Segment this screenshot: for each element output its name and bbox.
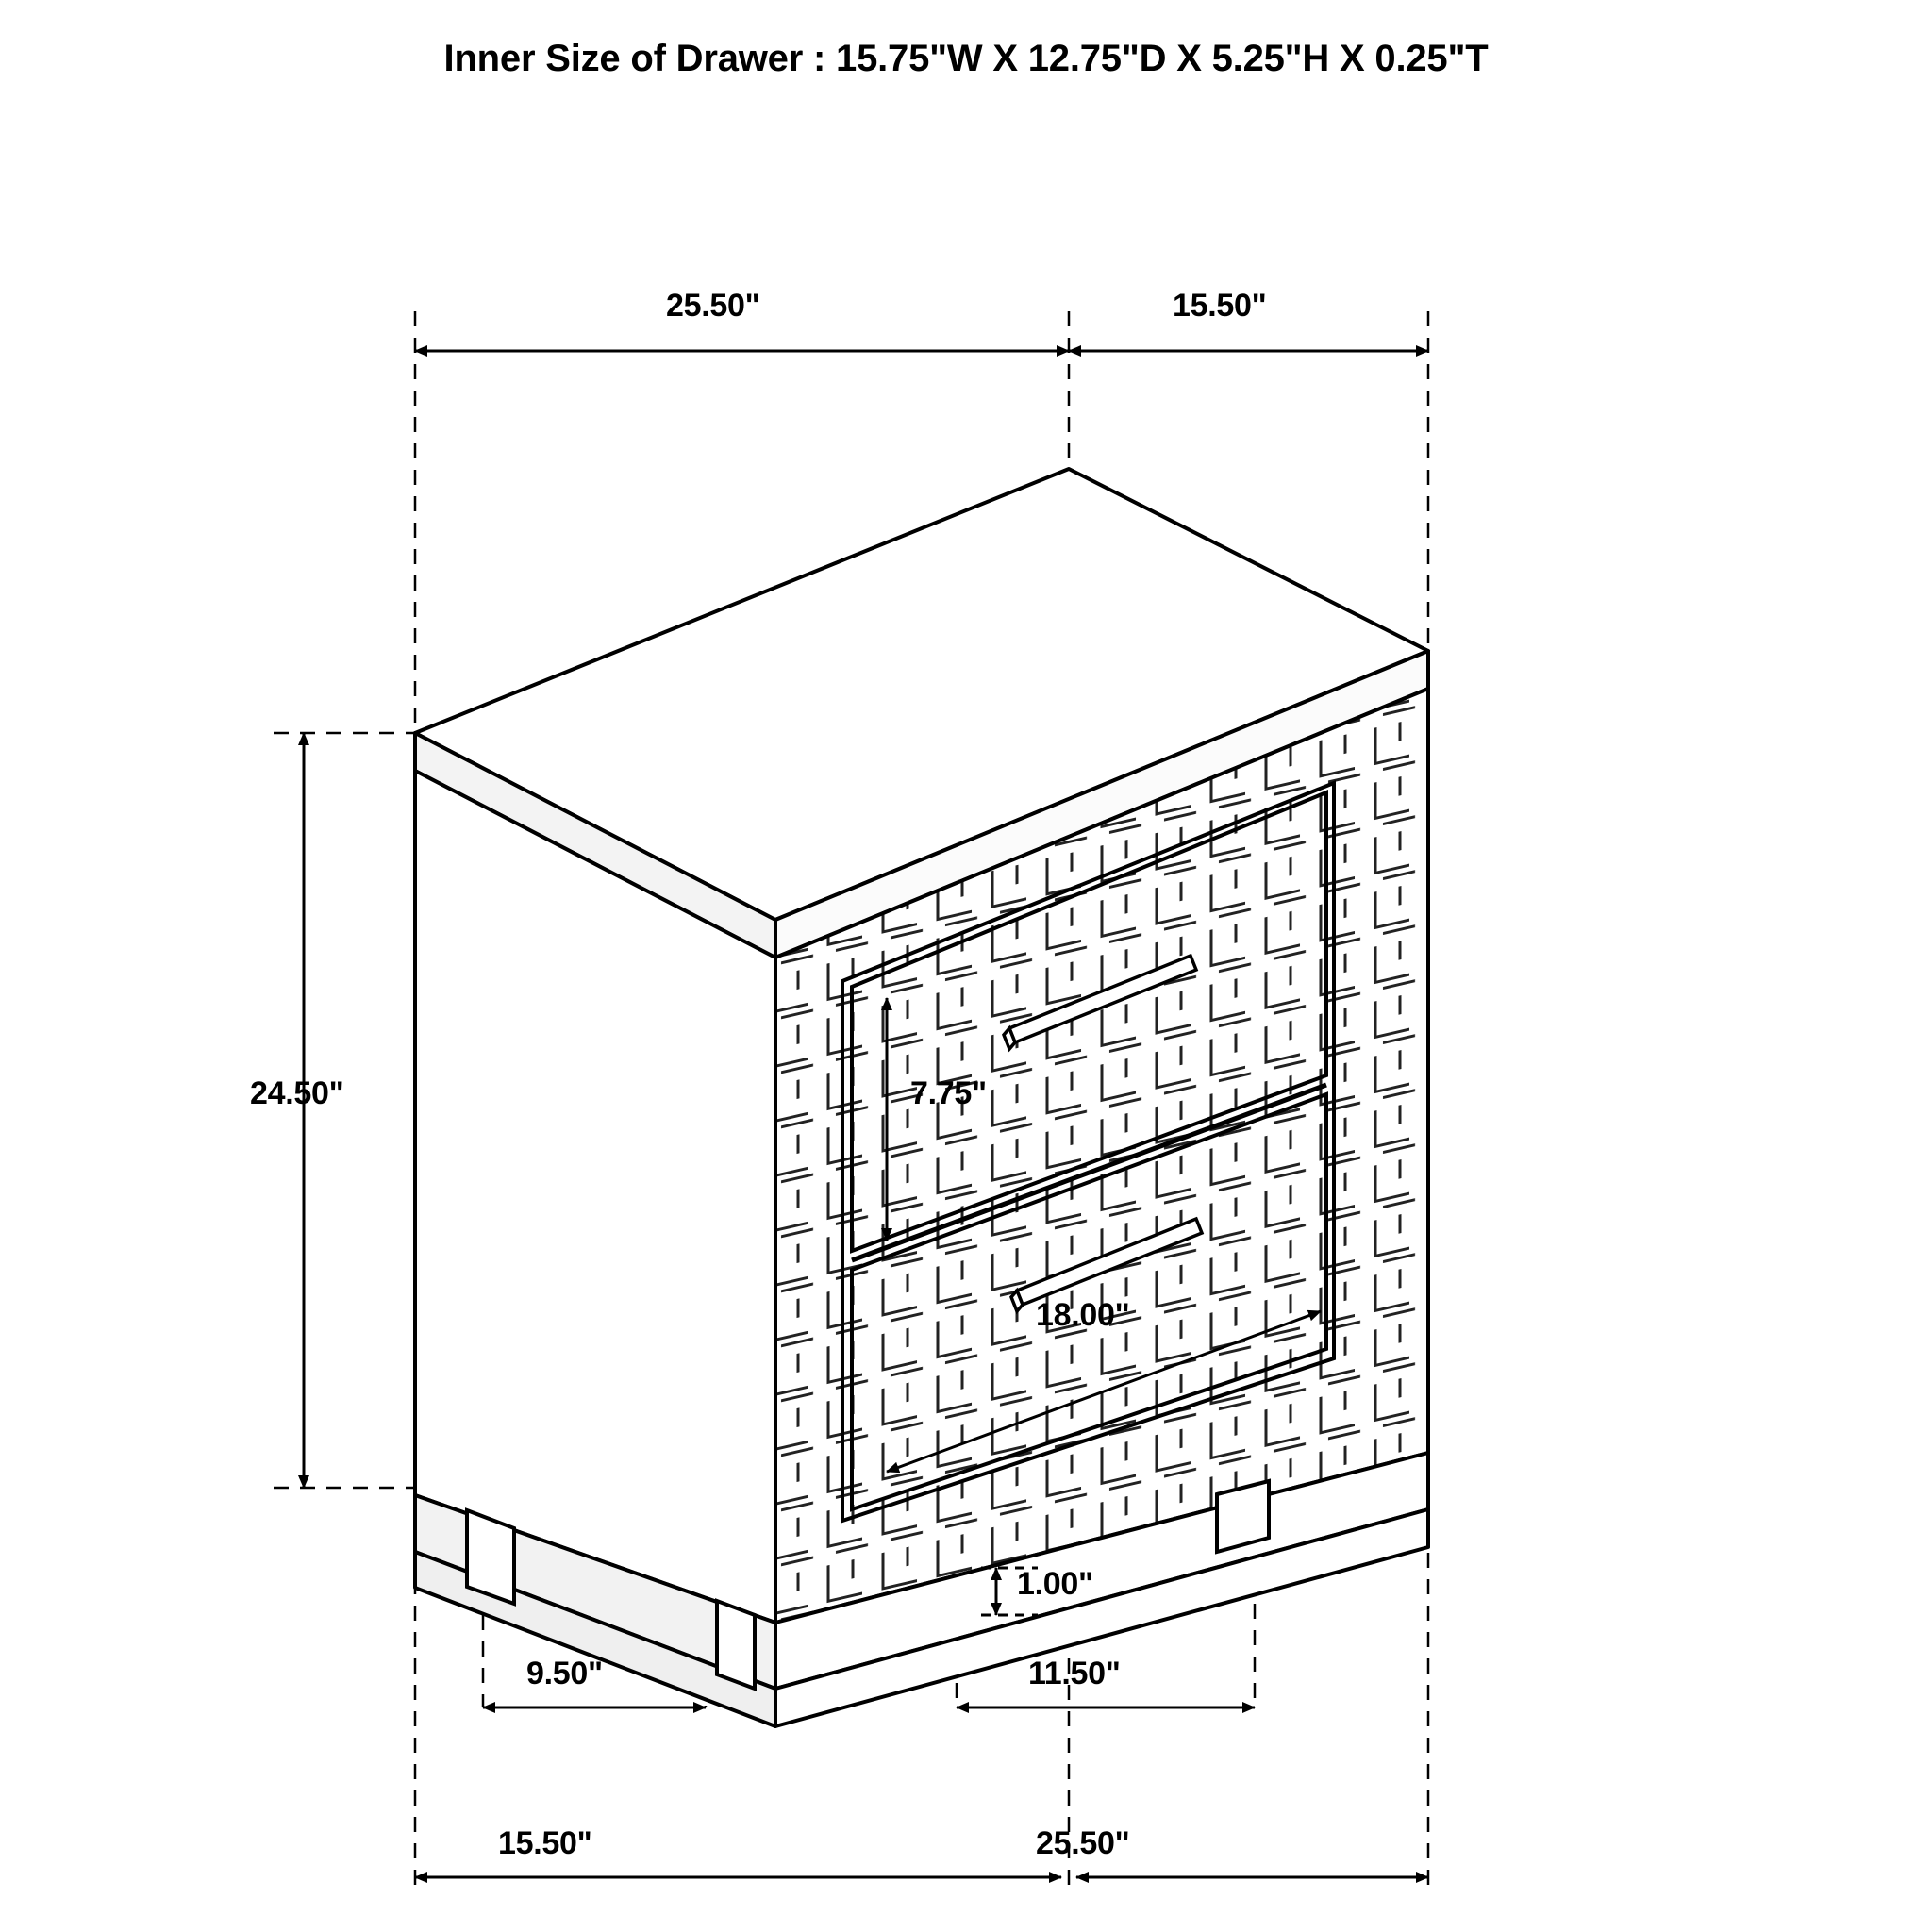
dimension-label-top-left: 25.50" (666, 288, 760, 324)
dimension-label-leg-height: 1.00" (1017, 1566, 1093, 1602)
dimension-label-bottom-right: 25.50" (1036, 1825, 1130, 1861)
page-title: Inner Size of Drawer : 15.75"W X 12.75"D X 5.25"H X 0.25"T (443, 38, 1489, 79)
dimension-label-bottom-left: 15.50" (498, 1825, 592, 1861)
dimension-label-foot-depth: 9.50" (526, 1656, 603, 1691)
dimension-label-drawer-width: 18.00" (1036, 1297, 1130, 1333)
dimension-label-height: 24.50" (250, 1075, 344, 1111)
dimension-label-foot-width: 11.50" (1028, 1656, 1121, 1691)
dimension-label-drawer-height: 7.75" (910, 1075, 987, 1111)
dimension-label-top-right: 15.50" (1173, 288, 1267, 324)
